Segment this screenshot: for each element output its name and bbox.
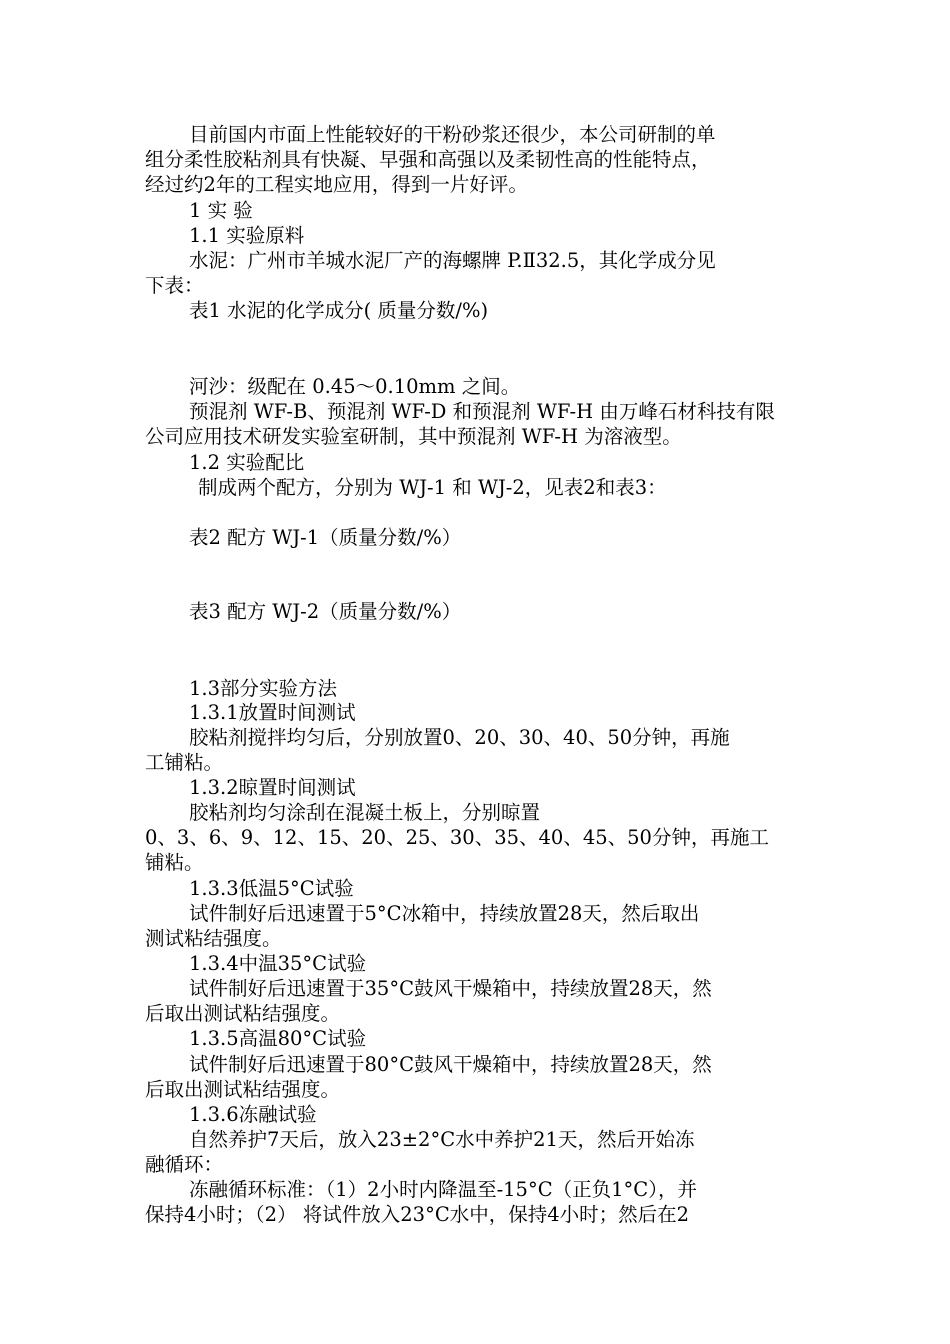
cement-line-1: 水泥：广州市羊城水泥厂产的海螺牌 P.Ⅱ32.5，其化学成分见 xyxy=(189,249,716,272)
section-heading-1: 1 实 验 xyxy=(189,199,253,222)
section-heading-1-3-6: 1.3.6冻融试验 xyxy=(189,1103,317,1126)
mid-temp-line-2: 后取出测试粘结强度。 xyxy=(145,1002,341,1025)
placement-line-2: 工铺粘。 xyxy=(145,751,224,774)
section-heading-1-3-4: 1.3.4中温35°C试验 xyxy=(189,952,367,975)
low-temp-line-1: 试件制好后迅速置于5°C冰箱中，持续放置28天，然后取出 xyxy=(189,902,700,925)
airing-line-3: 铺粘。 xyxy=(145,851,204,874)
section-heading-1-3-5: 1.3.5高温80°C试验 xyxy=(189,1027,367,1050)
table-2-caption: 表2 配方 WJ-1（质量分数/%） xyxy=(189,526,462,549)
section-heading-1-3-3: 1.3.3低温5°C试验 xyxy=(189,877,354,900)
cycle-standard-line-2: 保持4小时；（2） 将试件放入23°C水中，保持4小时；然后在2 xyxy=(145,1203,690,1226)
freeze-thaw-line-2: 融循环： xyxy=(145,1153,224,1176)
sand-line: 河沙：级配在 0.45～0.10mm 之间。 xyxy=(189,375,521,398)
high-temp-line-1: 试件制好后迅速置于80°C鼓风干燥箱中，持续放置28天，然 xyxy=(189,1053,712,1076)
airing-line-2: 0、3、6、9、12、15、20、25、30、35、40、45、50分钟，再施工 xyxy=(145,826,769,849)
premix-line-2: 公司应用技术研发实验室研制，其中预混剂 WF-H 为溶液型。 xyxy=(145,425,682,448)
high-temp-line-2: 后取出测试粘结强度。 xyxy=(145,1078,341,1101)
low-temp-line-2: 测试粘结强度。 xyxy=(145,927,282,950)
cycle-standard-line-1: 冻融循环标准：（1）2小时内降温至-15°C（正负1°C），并 xyxy=(189,1178,697,1201)
mid-temp-line-1: 试件制好后迅速置于35°C鼓风干燥箱中，持续放置28天，然 xyxy=(189,977,712,1000)
section-heading-1-3-1: 1.3.1放置时间测试 xyxy=(189,701,356,724)
cement-line-2: 下表： xyxy=(145,274,204,297)
section-heading-1-2: 1.2 实验配比 xyxy=(189,451,305,474)
table-3-caption: 表3 配方 WJ-2（质量分数/%） xyxy=(189,600,462,623)
freeze-thaw-line-1: 自然养护7天后，放入23±2°C水中养护21天，然后开始冻 xyxy=(189,1128,695,1151)
paragraph-intro-line-1: 目前国内市面上性能较好的干粉砂浆还很少，本公司研制的单 xyxy=(189,123,716,146)
section-heading-1-3-2: 1.3.2晾置时间测试 xyxy=(189,776,356,799)
premix-line-1: 预混剂 WF-B、预混剂 WF-D 和预混剂 WF-H 由万峰石材科技有限 xyxy=(189,400,775,423)
section-heading-1-1: 1.1 实验原料 xyxy=(189,224,305,247)
table-1-caption: 表1 水泥的化学成分( 质量分数/%) xyxy=(189,299,489,322)
section-heading-1-3: 1.3部分实验方法 xyxy=(189,677,338,700)
formula-intro-line: 制成两个配方，分别为 WJ-1 和 WJ-2，见表2和表3： xyxy=(198,476,667,499)
placement-line-1: 胶粘剂搅拌均匀后，分别放置0、20、30、40、50分钟，再施 xyxy=(189,726,730,749)
paragraph-intro-line-2: 组分柔性胶粘剂具有快凝、早强和高强以及柔韧性高的性能特点， xyxy=(145,148,711,171)
airing-line-1: 胶粘剂均匀涂刮在混凝土板上，分别晾置 xyxy=(189,801,541,824)
paragraph-intro-line-3: 经过约2年的工程实地应用，得到一片好评。 xyxy=(145,173,528,196)
